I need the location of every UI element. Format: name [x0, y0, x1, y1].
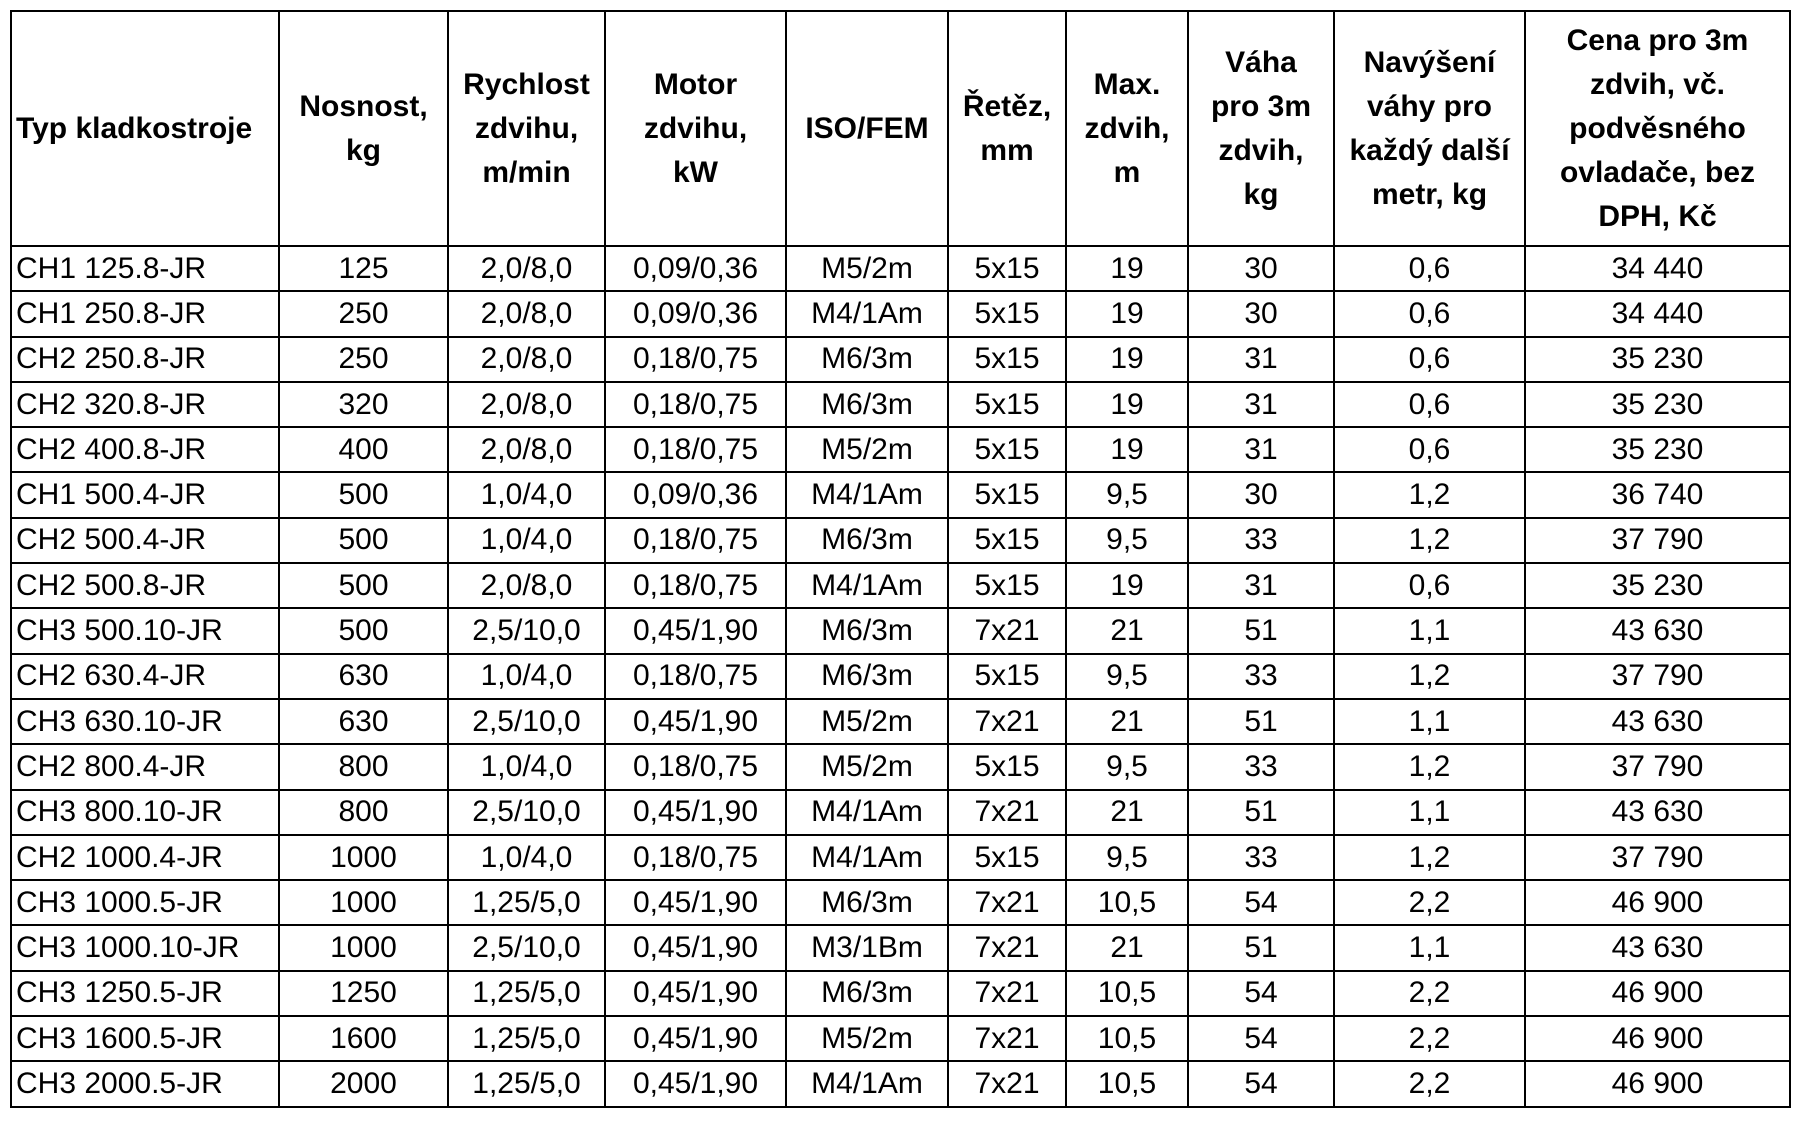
cell-iso-fem: M6/3m [786, 518, 948, 563]
cell-capacity: 630 [279, 654, 448, 699]
cell-capacity: 250 [279, 337, 448, 382]
cell-iso-fem: M6/3m [786, 337, 948, 382]
cell-capacity: 500 [279, 608, 448, 653]
cell-price: 37 790 [1525, 518, 1790, 563]
cell-type: CH2 1000.4-JR [11, 835, 279, 880]
cell-chain: 5x15 [948, 654, 1066, 699]
cell-chain: 7x21 [948, 790, 1066, 835]
cell-chain: 7x21 [948, 925, 1066, 970]
cell-weight-3m: 33 [1188, 518, 1334, 563]
cell-lifting-speed: 1,25/5,0 [448, 880, 605, 925]
cell-capacity: 500 [279, 563, 448, 608]
cell-weight-per-metre: 1,2 [1334, 835, 1525, 880]
cell-chain: 7x21 [948, 1061, 1066, 1106]
cell-price: 36 740 [1525, 472, 1790, 517]
cell-max-lift: 19 [1066, 427, 1188, 472]
cell-lifting-motor: 0,45/1,90 [605, 1016, 786, 1061]
cell-type: CH1 250.8-JR [11, 291, 279, 336]
cell-iso-fem: M4/1Am [786, 472, 948, 517]
cell-chain: 7x21 [948, 880, 1066, 925]
cell-weight-per-metre: 2,2 [1334, 880, 1525, 925]
cell-iso-fem: M4/1Am [786, 291, 948, 336]
cell-max-lift: 19 [1066, 246, 1188, 291]
cell-weight-3m: 30 [1188, 291, 1334, 336]
cell-price: 35 230 [1525, 337, 1790, 382]
cell-chain: 5x15 [948, 518, 1066, 563]
cell-type: CH2 800.4-JR [11, 744, 279, 789]
column-header-max-lift: Max. zdvih, m [1066, 11, 1188, 246]
cell-max-lift: 19 [1066, 382, 1188, 427]
cell-price: 37 790 [1525, 654, 1790, 699]
cell-lifting-motor: 0,18/0,75 [605, 337, 786, 382]
cell-price: 35 230 [1525, 427, 1790, 472]
cell-weight-per-metre: 1,1 [1334, 699, 1525, 744]
cell-max-lift: 10,5 [1066, 1061, 1188, 1106]
cell-type: CH3 1000.5-JR [11, 880, 279, 925]
cell-chain: 7x21 [948, 1016, 1066, 1061]
cell-capacity: 800 [279, 790, 448, 835]
table-row [11, 291, 1790, 336]
cell-weight-per-metre: 0,6 [1334, 337, 1525, 382]
cell-weight-per-metre: 0,6 [1334, 382, 1525, 427]
cell-weight-per-metre: 2,2 [1334, 1061, 1525, 1106]
cell-type: CH2 400.8-JR [11, 427, 279, 472]
cell-weight-3m: 51 [1188, 699, 1334, 744]
cell-lifting-motor: 0,45/1,90 [605, 971, 786, 1016]
table-row [11, 880, 1790, 925]
cell-weight-3m: 33 [1188, 835, 1334, 880]
cell-type: CH1 125.8-JR [11, 246, 279, 291]
cell-weight-3m: 30 [1188, 246, 1334, 291]
cell-max-lift: 19 [1066, 291, 1188, 336]
cell-lifting-speed: 1,25/5,0 [448, 971, 605, 1016]
table-row [11, 790, 1790, 835]
cell-max-lift: 10,5 [1066, 880, 1188, 925]
cell-price: 34 440 [1525, 246, 1790, 291]
cell-weight-3m: 31 [1188, 427, 1334, 472]
cell-max-lift: 9,5 [1066, 744, 1188, 789]
cell-type: CH3 1250.5-JR [11, 971, 279, 1016]
cell-weight-per-metre: 0,6 [1334, 291, 1525, 336]
table-row [11, 563, 1790, 608]
table-row [11, 654, 1790, 699]
cell-capacity: 2000 [279, 1061, 448, 1106]
cell-lifting-speed: 1,25/5,0 [448, 1061, 605, 1106]
cell-lifting-motor: 0,18/0,75 [605, 654, 786, 699]
cell-capacity: 250 [279, 291, 448, 336]
cell-chain: 5x15 [948, 337, 1066, 382]
cell-chain: 7x21 [948, 608, 1066, 653]
cell-capacity: 400 [279, 427, 448, 472]
cell-chain: 5x15 [948, 835, 1066, 880]
cell-max-lift: 21 [1066, 925, 1188, 970]
cell-weight-per-metre: 1,2 [1334, 472, 1525, 517]
table-row [11, 382, 1790, 427]
cell-type: CH3 500.10-JR [11, 608, 279, 653]
cell-weight-per-metre: 1,2 [1334, 654, 1525, 699]
cell-price: 35 230 [1525, 382, 1790, 427]
table-row [11, 744, 1790, 789]
cell-weight-per-metre: 1,1 [1334, 790, 1525, 835]
cell-weight-per-metre: 0,6 [1334, 427, 1525, 472]
column-header-weight-per-metre: Navýšení váhy pro každý další metr, kg [1334, 11, 1525, 246]
cell-lifting-motor: 0,18/0,75 [605, 563, 786, 608]
cell-type: CH3 1600.5-JR [11, 1016, 279, 1061]
cell-lifting-speed: 1,0/4,0 [448, 654, 605, 699]
cell-lifting-speed: 2,0/8,0 [448, 427, 605, 472]
cell-type: CH2 500.4-JR [11, 518, 279, 563]
cell-lifting-motor: 0,09/0,36 [605, 246, 786, 291]
cell-type: CH2 250.8-JR [11, 337, 279, 382]
cell-iso-fem: M3/1Bm [786, 925, 948, 970]
cell-lifting-motor: 0,09/0,36 [605, 472, 786, 517]
cell-weight-per-metre: 1,2 [1334, 744, 1525, 789]
cell-chain: 5x15 [948, 291, 1066, 336]
cell-weight-3m: 51 [1188, 608, 1334, 653]
cell-iso-fem: M5/2m [786, 1016, 948, 1061]
cell-chain: 7x21 [948, 699, 1066, 744]
cell-weight-per-metre: 2,2 [1334, 971, 1525, 1016]
cell-max-lift: 9,5 [1066, 518, 1188, 563]
column-header-chain: Řetěz, mm [948, 11, 1066, 246]
cell-type: CH3 630.10-JR [11, 699, 279, 744]
cell-lifting-speed: 2,0/8,0 [448, 291, 605, 336]
cell-price: 37 790 [1525, 835, 1790, 880]
cell-weight-3m: 51 [1188, 925, 1334, 970]
cell-type: CH3 2000.5-JR [11, 1061, 279, 1106]
cell-type: CH3 1000.10-JR [11, 925, 279, 970]
cell-iso-fem: M6/3m [786, 971, 948, 1016]
cell-max-lift: 10,5 [1066, 971, 1188, 1016]
cell-lifting-speed: 1,25/5,0 [448, 1016, 605, 1061]
table-row [11, 835, 1790, 880]
cell-weight-3m: 31 [1188, 382, 1334, 427]
cell-lifting-motor: 0,45/1,90 [605, 608, 786, 653]
cell-lifting-motor: 0,45/1,90 [605, 1061, 786, 1106]
cell-lifting-motor: 0,45/1,90 [605, 790, 786, 835]
table-row [11, 518, 1790, 563]
cell-lifting-speed: 1,0/4,0 [448, 835, 605, 880]
cell-chain: 5x15 [948, 246, 1066, 291]
cell-weight-3m: 30 [1188, 472, 1334, 517]
cell-weight-3m: 31 [1188, 337, 1334, 382]
cell-capacity: 1600 [279, 1016, 448, 1061]
table-row [11, 427, 1790, 472]
cell-max-lift: 9,5 [1066, 654, 1188, 699]
cell-iso-fem: M4/1Am [786, 835, 948, 880]
cell-lifting-motor: 0,09/0,36 [605, 291, 786, 336]
cell-capacity: 500 [279, 518, 448, 563]
cell-lifting-motor: 0,45/1,90 [605, 925, 786, 970]
cell-weight-per-metre: 2,2 [1334, 1016, 1525, 1061]
table-row [11, 1016, 1790, 1061]
cell-price: 43 630 [1525, 790, 1790, 835]
table-row [11, 925, 1790, 970]
cell-iso-fem: M5/2m [786, 699, 948, 744]
cell-lifting-speed: 2,0/8,0 [448, 337, 605, 382]
cell-capacity: 1000 [279, 925, 448, 970]
cell-weight-3m: 54 [1188, 1016, 1334, 1061]
cell-lifting-speed: 2,5/10,0 [448, 608, 605, 653]
hoist-price-table [10, 10, 1791, 1108]
table-body [11, 246, 1790, 1107]
cell-weight-3m: 54 [1188, 971, 1334, 1016]
cell-lifting-speed: 1,0/4,0 [448, 518, 605, 563]
cell-iso-fem: M6/3m [786, 880, 948, 925]
cell-weight-3m: 54 [1188, 1061, 1334, 1106]
cell-weight-per-metre: 1,1 [1334, 608, 1525, 653]
table-row [11, 971, 1790, 1016]
table-row [11, 337, 1790, 382]
cell-lifting-motor: 0,18/0,75 [605, 518, 786, 563]
column-header-iso-fem: ISO/FEM [786, 11, 948, 246]
cell-lifting-speed: 2,0/8,0 [448, 246, 605, 291]
cell-iso-fem: M6/3m [786, 654, 948, 699]
cell-weight-3m: 33 [1188, 654, 1334, 699]
cell-price: 37 790 [1525, 744, 1790, 789]
cell-capacity: 500 [279, 472, 448, 517]
cell-type: CH3 800.10-JR [11, 790, 279, 835]
cell-chain: 5x15 [948, 427, 1066, 472]
cell-lifting-motor: 0,18/0,75 [605, 427, 786, 472]
cell-iso-fem: M5/2m [786, 744, 948, 789]
cell-price: 46 900 [1525, 1061, 1790, 1106]
cell-capacity: 125 [279, 246, 448, 291]
header-row [11, 11, 1790, 246]
cell-chain: 7x21 [948, 971, 1066, 1016]
cell-max-lift: 9,5 [1066, 835, 1188, 880]
table-row [11, 699, 1790, 744]
cell-lifting-motor: 0,45/1,90 [605, 699, 786, 744]
cell-lifting-motor: 0,18/0,75 [605, 744, 786, 789]
cell-type: CH2 630.4-JR [11, 654, 279, 699]
cell-max-lift: 21 [1066, 699, 1188, 744]
table-row [11, 246, 1790, 291]
cell-price: 35 230 [1525, 563, 1790, 608]
cell-max-lift: 19 [1066, 563, 1188, 608]
cell-iso-fem: M5/2m [786, 246, 948, 291]
cell-max-lift: 10,5 [1066, 1016, 1188, 1061]
cell-type: CH1 500.4-JR [11, 472, 279, 517]
cell-chain: 5x15 [948, 563, 1066, 608]
cell-lifting-speed: 1,0/4,0 [448, 744, 605, 789]
cell-price: 46 900 [1525, 880, 1790, 925]
cell-weight-per-metre: 0,6 [1334, 246, 1525, 291]
cell-lifting-motor: 0,18/0,75 [605, 835, 786, 880]
cell-capacity: 800 [279, 744, 448, 789]
cell-weight-per-metre: 1,1 [1334, 925, 1525, 970]
table-row [11, 472, 1790, 517]
cell-max-lift: 9,5 [1066, 472, 1188, 517]
table-row [11, 1061, 1790, 1106]
cell-lifting-speed: 1,0/4,0 [448, 472, 605, 517]
cell-lifting-motor: 0,18/0,75 [605, 382, 786, 427]
column-header-price: Cena pro 3m zdvih, vč. podvěsného ovladače, bez DPH, Kč [1525, 11, 1790, 246]
cell-type: CH2 320.8-JR [11, 382, 279, 427]
cell-type: CH2 500.8-JR [11, 563, 279, 608]
cell-capacity: 630 [279, 699, 448, 744]
cell-capacity: 1250 [279, 971, 448, 1016]
cell-price: 34 440 [1525, 291, 1790, 336]
cell-capacity: 320 [279, 382, 448, 427]
cell-price: 43 630 [1525, 608, 1790, 653]
cell-max-lift: 21 [1066, 608, 1188, 653]
cell-lifting-speed: 2,0/8,0 [448, 382, 605, 427]
cell-price: 46 900 [1525, 971, 1790, 1016]
cell-lifting-speed: 2,5/10,0 [448, 925, 605, 970]
cell-weight-per-metre: 0,6 [1334, 563, 1525, 608]
cell-max-lift: 21 [1066, 790, 1188, 835]
cell-price: 46 900 [1525, 1016, 1790, 1061]
column-header-type: Typ kladkostroje [11, 11, 279, 246]
column-header-lifting-speed: Rychlost zdvihu, m/min [448, 11, 605, 246]
cell-lifting-speed: 2,5/10,0 [448, 790, 605, 835]
cell-lifting-motor: 0,45/1,90 [605, 880, 786, 925]
cell-iso-fem: M4/1Am [786, 1061, 948, 1106]
cell-lifting-speed: 2,0/8,0 [448, 563, 605, 608]
table-row [11, 608, 1790, 653]
cell-weight-per-metre: 1,2 [1334, 518, 1525, 563]
cell-iso-fem: M6/3m [786, 382, 948, 427]
column-header-weight-3m: Váha pro 3m zdvih, kg [1188, 11, 1334, 246]
cell-iso-fem: M5/2m [786, 427, 948, 472]
cell-weight-3m: 51 [1188, 790, 1334, 835]
cell-iso-fem: M4/1Am [786, 563, 948, 608]
cell-weight-3m: 31 [1188, 563, 1334, 608]
cell-weight-3m: 33 [1188, 744, 1334, 789]
cell-iso-fem: M6/3m [786, 608, 948, 653]
column-header-lifting-motor: Motor zdvihu, kW [605, 11, 786, 246]
cell-price: 43 630 [1525, 699, 1790, 744]
cell-chain: 5x15 [948, 744, 1066, 789]
cell-capacity: 1000 [279, 880, 448, 925]
cell-price: 43 630 [1525, 925, 1790, 970]
cell-chain: 5x15 [948, 382, 1066, 427]
cell-weight-3m: 54 [1188, 880, 1334, 925]
column-header-capacity: Nosnost, kg [279, 11, 448, 246]
cell-iso-fem: M4/1Am [786, 790, 948, 835]
cell-chain: 5x15 [948, 472, 1066, 517]
cell-lifting-speed: 2,5/10,0 [448, 699, 605, 744]
cell-max-lift: 19 [1066, 337, 1188, 382]
cell-capacity: 1000 [279, 835, 448, 880]
